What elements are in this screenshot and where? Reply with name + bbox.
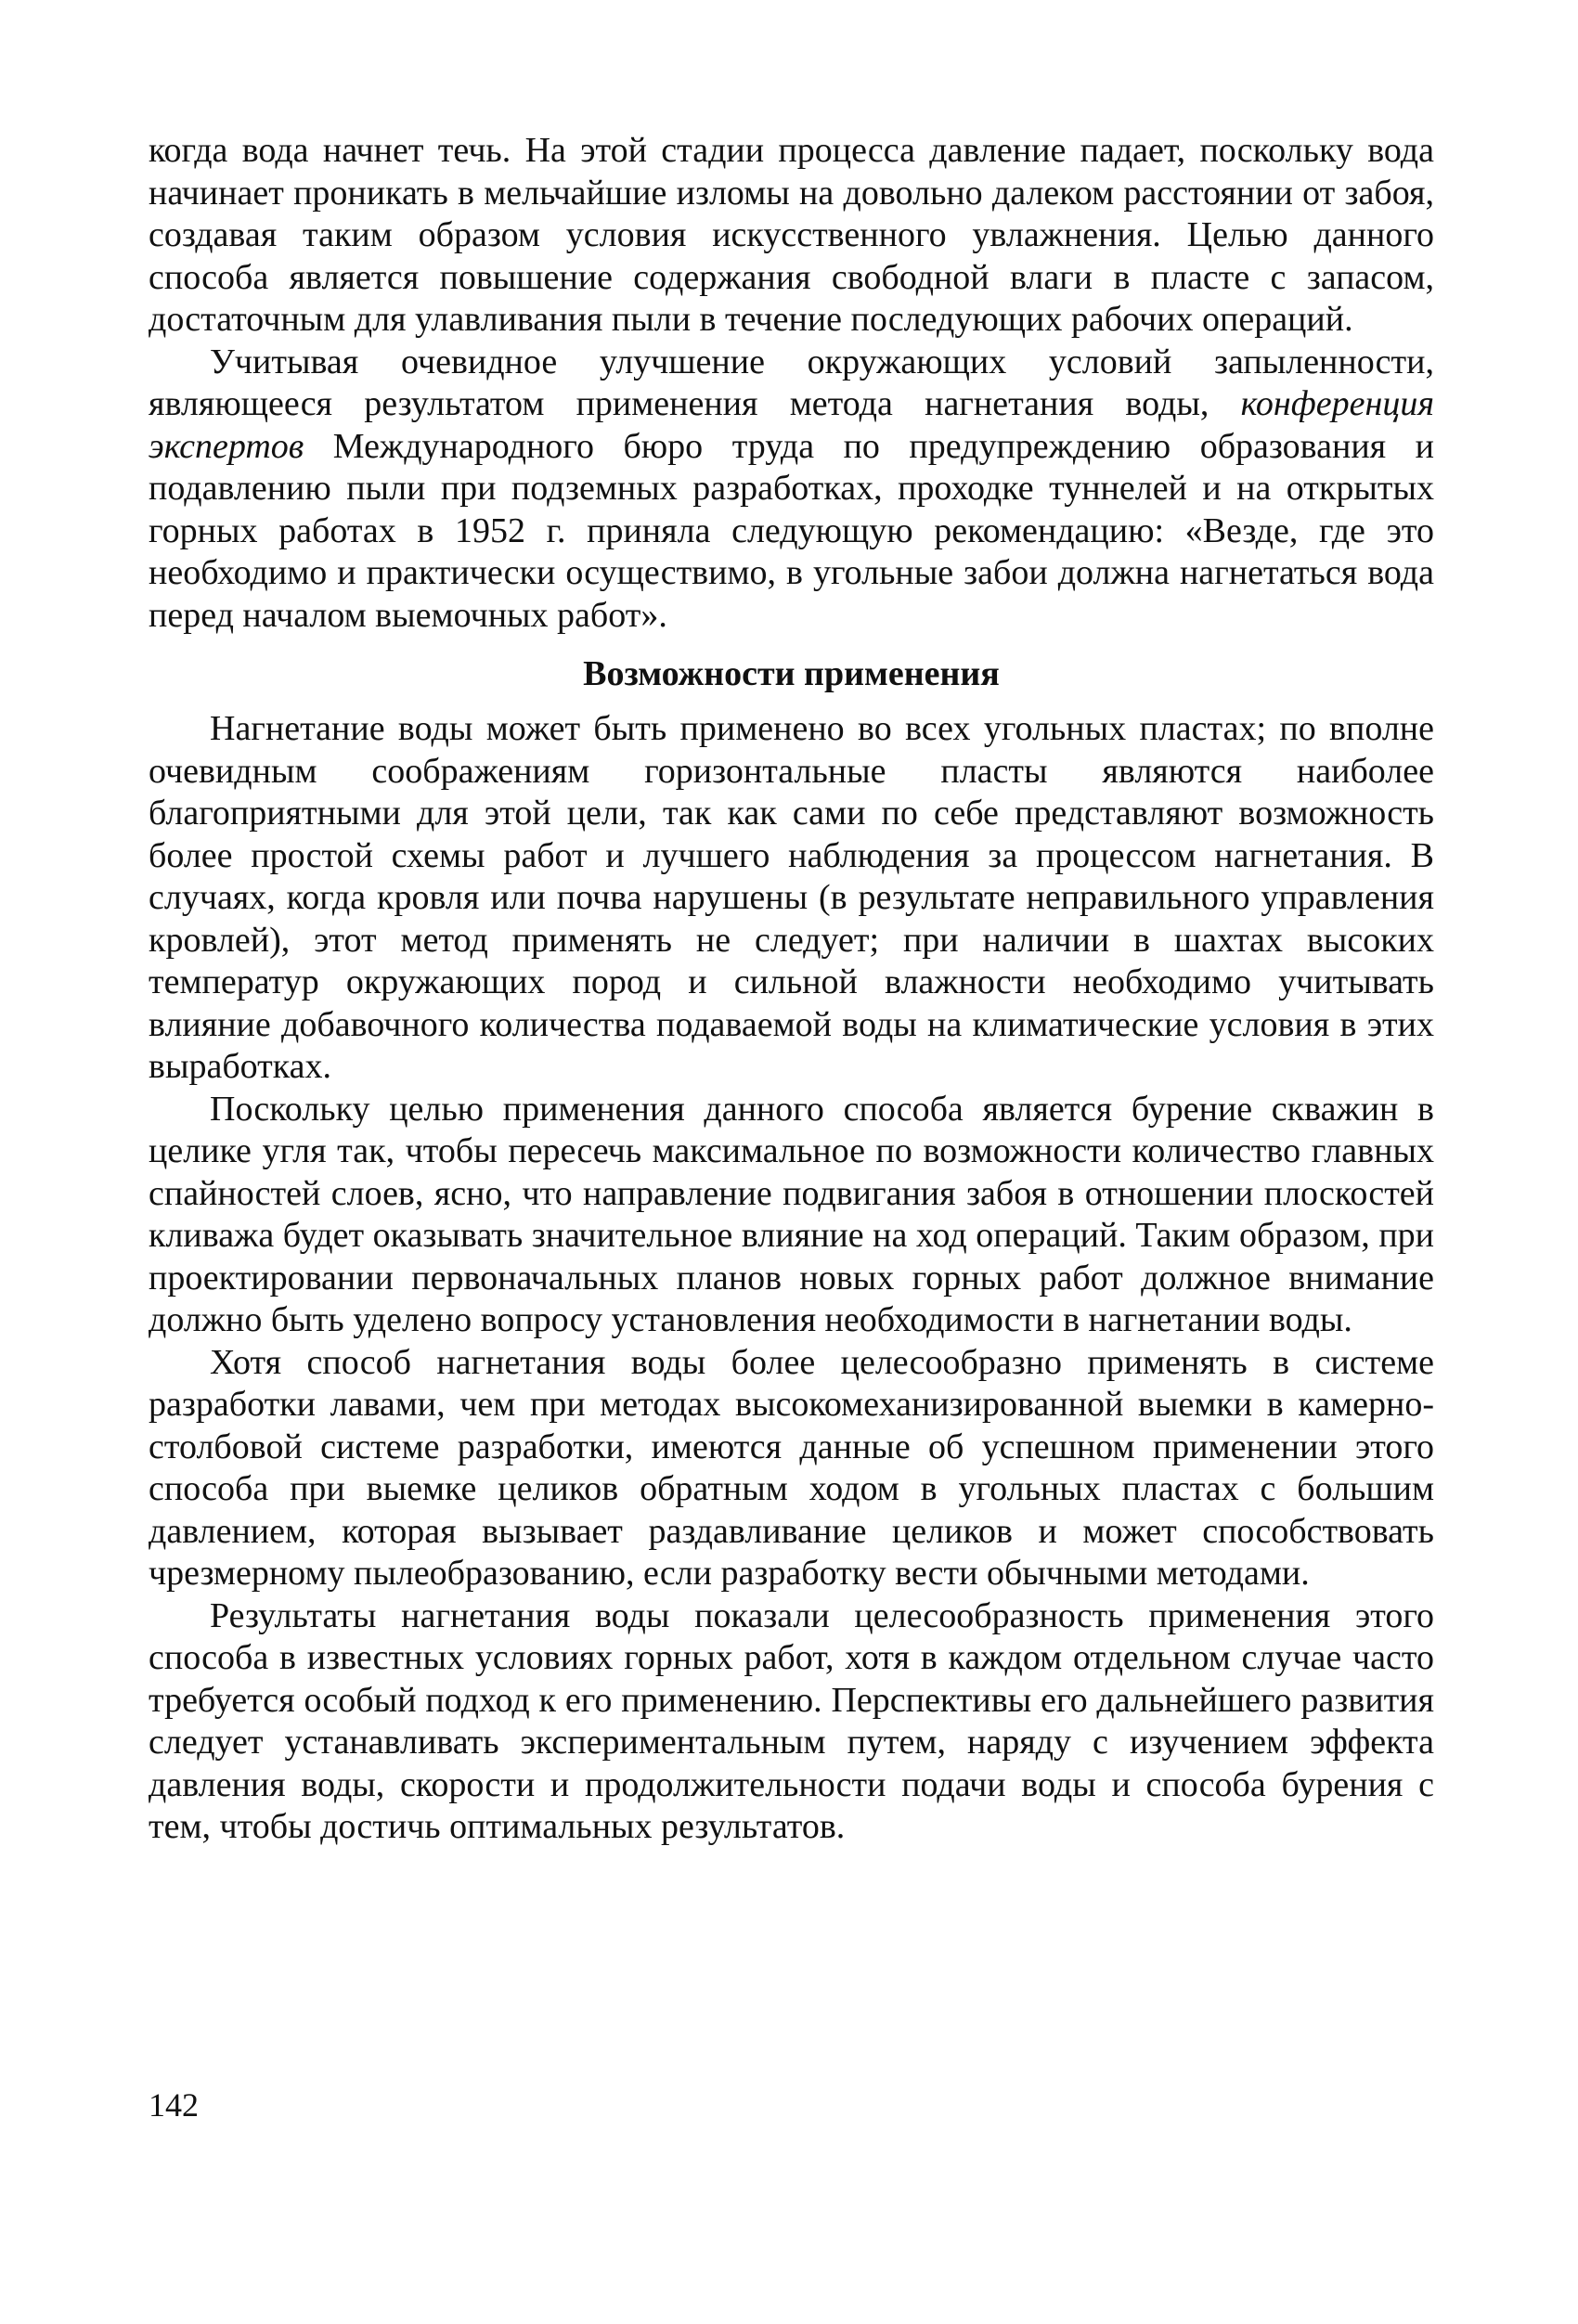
paragraph-results: Результаты нагнетания воды показали целесообразность применения этого способа в известных условиях горных работ, хотя в каждом отдельном случае часто требуется особый подход к его применению. Перспективы его дальнейшего развития следует устанавливать экспериментальным путем, наряду с изучением эффекта давления воды, скорости и продолжительности подачи воды и способа бурения с тем, чтобы достичь оптимальных результатов.: [149, 1595, 1434, 1846]
paragraph-recommendation-start: Учитывая очевидное улучшение окружающих условий запыленности, являющееся результатом применения метода нагнетания воды,: [149, 342, 1434, 423]
paragraph-drilling: Поскольку целью применения данного способа является бурение скважин в целике угля так, чтобы пересечь максимальное по возможности количество главных спайностей слоев, ясно, что направление подвигания забоя в отношении плоскостей кливажа будет оказывать значительное влияние на ход операций. Таким образом, при проектировании первоначальных планов новых горных работ должное внимание должно быть уделено вопросу установления необходимости в нагнетании воды.: [149, 1089, 1434, 1339]
section-heading: Возможности применения: [583, 654, 1000, 693]
body-text: [149, 130, 1434, 1849]
page-number: 142: [149, 2086, 199, 2124]
paragraph-recommendation-italic: конференция экспертов: [149, 384, 1434, 466]
paragraph-longwall: Хотя способ нагнетания воды более целесообразно применять в системе разработки лавами, чем при методах высокомеханизированной выемки в камерно-столбовой системе разработки, имеются данные об успешном применении этого способа при выемке целиков обратным ходом в угольных пластах с большим давлением, которая вызывает раздавливание целиков и может способствовать чрезмерному пылеобразованию, если разработку вести обычными методами.: [149, 1342, 1434, 1593]
paragraph-recommendation-end: Международного бюро труда по предупреждению образования и подавлению пыли при подземных разработках, проходке туннелей и на открытых горных работах в 1952 г. приняла следующую рекомендацию: «Везде, где это необходимо и практически осуществимо, в угольные забои должна нагнетаться вода перед началом выемочных работ».: [149, 426, 1434, 635]
paragraph-recommendation: [149, 342, 1434, 638]
paragraph-applicability: Нагнетание воды может быть применено во всех угольных пластах; по вполне очевидным соображениям горизонтальные пласты являются наиболее благоприятными для этой цели, так как сами по себе представляют возможность более простой схемы работ и лучшего наблюдения за процессом нагнетания. В случаях, когда кровля или почва нарушены (в результате неправильного управления кровлей), этот метод применять не следует; при наличии в шахтах высоких температур окружающих пород и сильной влажности необходимо учитывать влияние добавочного количества подаваемой воды на климатические условия в этих выработках.: [149, 709, 1434, 1086]
paragraph-continuation: когда вода начнет течь. На этой стадии процесса давление падает, поскольку вода начинает проникать в мельчайшие изломы на довольно далеком расстоянии от забоя, создавая таким образом условия искусственного увлажнения. Целью данного способа является повышение содержания свободной влаги в пласте с запасом, достаточным для улавливания пыли в течение последующих рабочих операций.: [149, 131, 1434, 339]
